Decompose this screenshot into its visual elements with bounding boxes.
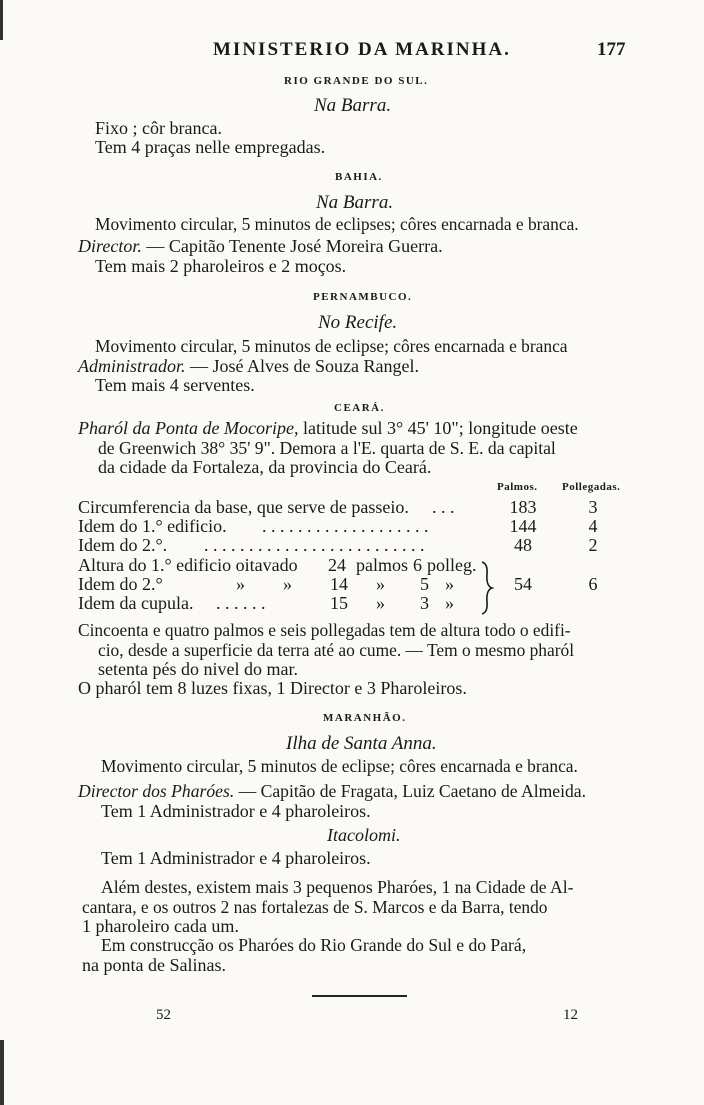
text-line: Tem 4 praças nelle empregadas. — [95, 137, 326, 157]
section-heading-bahia: BAHIA. — [335, 171, 383, 183]
height-cell-pollegadas: 5 — [420, 574, 429, 594]
administrator-label: Administrador. — [78, 356, 186, 376]
column-header-pollegadas: Pollegadas. — [562, 481, 621, 493]
administrator-name: — José Alves de Souza Rangel. — [185, 356, 419, 376]
table-row-label: Idem do 1.° edificio. — [78, 516, 227, 536]
ditto-mark: » — [376, 593, 385, 613]
location-heading: Ilha de Santa Anna. — [286, 733, 437, 754]
section-rule — [312, 995, 407, 997]
director-line — [78, 781, 586, 802]
height-total-palmos: 54 — [514, 574, 532, 594]
ditto-mark: » — [376, 574, 385, 594]
height-cell-unit: palmos — [356, 555, 408, 575]
pharol-line — [78, 418, 578, 439]
text-line: da cidade da Fortaleza, da provincia do Ceará. — [98, 457, 432, 477]
ditto-mark: » — [445, 574, 454, 594]
height-total-pollegadas: 6 — [588, 574, 598, 594]
text-line: Tem mais 4 serventes. — [95, 375, 255, 395]
text-line: 1 pharoleiro cada um. — [82, 916, 239, 936]
director-label: Director dos Pharóes. — [78, 781, 235, 801]
text-line: Movimento circular, 5 minutos de eclipses; côres encarnada e branca. — [95, 214, 579, 234]
director-label: Director. — [78, 236, 142, 256]
height-cell-palmos: 14 — [330, 574, 348, 594]
text-line: de Greenwich 38° 35' 9". Demora a l'E. quarta de S. E. da capital — [98, 438, 556, 458]
text-line: Tem 1 Administrador e 4 pharoleiros. — [101, 848, 371, 868]
ditto-mark: » — [236, 574, 245, 594]
text-line: Além destes, existem mais 3 pequenos Pharóes, 1 na Cidade de Al- — [101, 877, 574, 897]
table-row-label: Altura do 1.° edificio oitavado — [78, 555, 298, 575]
pharol-latitude: latitude sul 3° 45' 10"; longitude oeste — [298, 418, 578, 438]
location-heading: Na Barra. — [316, 192, 394, 213]
table-row-label: Idem do 2.° — [78, 574, 163, 594]
table-row-label: Idem da cupula. — [78, 593, 194, 613]
location-heading: Itacolomi. — [327, 825, 401, 845]
director-name: — Capitão de Fragata, Luiz Caetano de Almeida. — [234, 781, 586, 801]
text-line: na ponta de Salinas. — [82, 955, 226, 975]
location-heading: No Recife. — [318, 312, 398, 333]
text-line: Tem 1 Administrador e 4 pharoleiros. — [101, 801, 371, 821]
administrator-line — [78, 356, 419, 377]
text-line: Movimento circular, 5 minutos de eclipse; côres encarnada e branca — [95, 336, 568, 356]
height-cell-unit: polleg. — [427, 555, 477, 575]
table-cell-palmos: 183 — [509, 497, 537, 517]
height-cell-palmos: 15 — [330, 593, 348, 613]
text-line: Tem mais 2 pharoleiros e 2 moços. — [95, 256, 347, 276]
binding-edge-mark — [0, 0, 3, 40]
table-cell-palmos: 144 — [509, 516, 537, 536]
table-cell-pollegadas: 4 — [588, 516, 598, 536]
text-line: Fixo ; côr branca. — [95, 118, 222, 138]
brace-icon — [478, 560, 498, 616]
table-cell-pollegadas: 3 — [588, 497, 598, 517]
height-cell-pollegadas: 3 — [420, 593, 429, 613]
signature-mark-left: 52 — [156, 1007, 171, 1023]
table-row-label: Idem do 2.°. — [78, 535, 168, 555]
section-heading-maranhao: MARANHÃO. — [323, 712, 407, 724]
director-line — [78, 236, 443, 257]
height-cell-pollegadas: 6 — [413, 555, 422, 575]
section-heading-rio-grande: RIO GRANDE DO SUL. — [284, 75, 429, 87]
binding-edge-mark — [0, 1040, 4, 1105]
pharol-name: Pharól da Ponta de Mocoripe, — [78, 418, 299, 438]
column-header-palmos: Palmos. — [497, 481, 538, 493]
director-name: — Capitão Tenente José Moreira Guerra. — [141, 236, 443, 256]
text-line: Em construcção os Pharóes do Rio Grande do Sul e do Pará, — [101, 935, 527, 955]
text-line: setenta pés do nivel do mar. — [98, 659, 298, 679]
text-line: cantara, e os outros 2 nas fortalezas de S. Marcos e da Barra, tendo — [82, 897, 548, 917]
text-line: O pharól tem 8 luzes fixas, 1 Director e 3 Pharoleiros. — [78, 678, 467, 698]
height-cell-palmos: 24 — [328, 555, 346, 575]
ditto-mark: » — [283, 574, 292, 594]
ditto-mark: » — [445, 593, 454, 613]
table-cell-palmos: 48 — [514, 535, 532, 555]
location-heading: Na Barra. — [314, 95, 392, 116]
signature-mark-right: 12 — [563, 1007, 578, 1023]
running-header: MINISTERIO DA MARINHA. — [213, 39, 511, 60]
text-line: Cincoenta e quatro palmos e seis pollegadas tem de altura todo o edifi- — [78, 620, 571, 640]
text-line: cio, desde a superficie da terra até ao cume. — Tem o mesmo pharól — [98, 640, 575, 660]
table-cell-pollegadas: 2 — [588, 535, 598, 555]
section-heading-pernambuco: PERNAMBUCO. — [313, 291, 413, 303]
table-row-label: Circumferencia da base, que serve de passeio. — [78, 497, 409, 517]
page-number: 177 — [597, 39, 626, 60]
section-heading-ceara: CEARÁ. — [334, 402, 385, 414]
text-line: Movimento circular, 5 minutos de eclipse; côres encarnada e branca. — [101, 756, 578, 776]
